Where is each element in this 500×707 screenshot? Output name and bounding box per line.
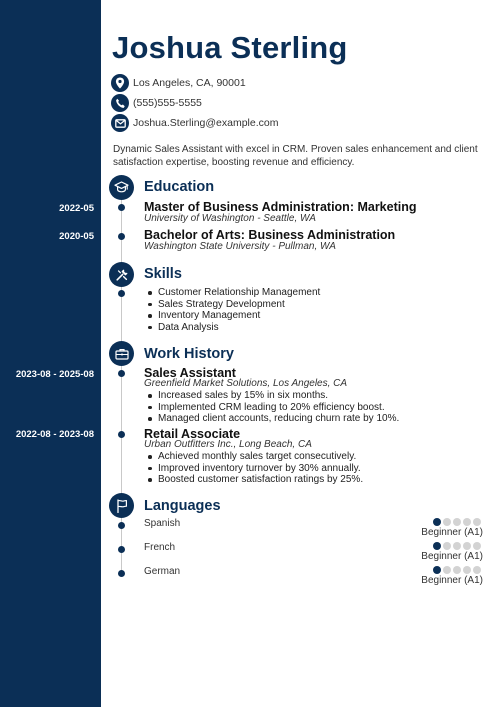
section-title-education: Education (144, 179, 215, 195)
rating-dot (473, 542, 481, 550)
language-name-french: French (144, 542, 176, 553)
rating-dot (453, 566, 461, 574)
work-date-2: 2022-08 - 2023-08 (15, 429, 94, 440)
job-title-1: Sales Assistant (144, 366, 236, 380)
section-title-languages: Languages (144, 498, 221, 514)
contact-location (111, 74, 246, 92)
timeline-dot (118, 204, 125, 211)
flag-icon (109, 493, 134, 518)
job-title-2: Retail Associate (144, 427, 241, 441)
job-company-1: Greenfield Market Solutions, Los Angeles, CA (144, 378, 348, 389)
job-bullet: Improved inventory turnover by 30% annually. (146, 463, 363, 475)
job-bullets-2 (146, 451, 363, 486)
language-level-german: Beginner (A1) (421, 575, 483, 586)
rating-dot (433, 566, 441, 574)
education-degree-2: Bachelor of Arts: Business Administration (144, 228, 396, 242)
language-level-spanish: Beginner (A1) (421, 527, 483, 538)
rating-dot (443, 518, 451, 526)
skill-item: Data Analysis (146, 322, 320, 334)
tools-icon (109, 262, 134, 287)
profile-summary: Dynamic Sales Assistant with excel in CRM. Proven sales enhancement and client satisfaction expertise, boosting revenue and efficiency. (113, 144, 478, 168)
timeline-dot (118, 370, 125, 377)
timeline-dot (118, 290, 125, 297)
section-title-work-history: Work History (144, 346, 234, 362)
rating-dot (473, 518, 481, 526)
language-rating-german (433, 566, 483, 574)
candidate-name: Joshua Sterling (112, 30, 348, 65)
education-school-2: Washington State University - Pullman, WA (144, 241, 336, 252)
contact-phone (111, 94, 202, 112)
briefcase-icon (109, 341, 134, 366)
education-degree-1: Master of Business Administration: Marketing (144, 200, 417, 214)
phone-icon (111, 94, 129, 112)
job-bullet: Boosted customer satisfaction ratings by 25%. (146, 474, 363, 486)
rating-dot (443, 566, 451, 574)
language-name-german: German (144, 566, 181, 577)
skills-list (146, 287, 320, 333)
education-school-1: University of Washington - Seattle, WA (144, 213, 316, 224)
job-company-2: Urban Outfitters Inc., Long Beach, CA (144, 439, 312, 450)
language-rating-spanish (433, 518, 483, 526)
education-date-2: 2020-05 (59, 231, 94, 242)
job-bullet: Achieved monthly sales target consecutively. (146, 451, 363, 463)
skill-item: Inventory Management (146, 310, 320, 322)
language-rating-french (433, 542, 483, 550)
contact-email (111, 114, 278, 132)
phone-text: (555)555-5555 (133, 97, 202, 109)
work-date-1: 2023-08 - 2025-08 (15, 369, 94, 380)
rating-dot (433, 542, 441, 550)
graduation-cap-icon (109, 175, 134, 200)
rating-dot (443, 542, 451, 550)
timeline-dot (118, 431, 125, 438)
job-bullets-1 (146, 390, 399, 425)
sidebar (0, 0, 101, 707)
timeline-dot (118, 546, 125, 553)
skill-item: Customer Relationship Management (146, 287, 320, 299)
rating-dot (463, 518, 471, 526)
skill-item: Sales Strategy Development (146, 299, 320, 311)
rating-dot (473, 566, 481, 574)
location-text: Los Angeles, CA, 90001 (133, 77, 246, 89)
location-pin-icon (111, 74, 129, 92)
job-bullet: Increased sales by 15% in six months. (146, 390, 399, 402)
timeline-dot (118, 570, 125, 577)
rating-dot (453, 518, 461, 526)
education-date-1: 2022-05 (59, 203, 94, 214)
email-text[interactable]: Joshua.Sterling@example.com (133, 117, 279, 129)
language-level-french: Beginner (A1) (421, 551, 483, 562)
mail-icon (111, 114, 129, 132)
rating-dot (463, 566, 471, 574)
rating-dot (463, 542, 471, 550)
rating-dot (433, 518, 441, 526)
timeline-dot (118, 522, 125, 529)
job-bullet: Implemented CRM leading to 20% efficiency boost. (146, 402, 399, 414)
language-name-spanish: Spanish (144, 518, 181, 529)
timeline-dot (118, 233, 125, 240)
section-title-skills: Skills (144, 266, 182, 282)
rating-dot (453, 542, 461, 550)
job-bullet: Managed client accounts, reducing churn rate by 10%. (146, 413, 399, 425)
